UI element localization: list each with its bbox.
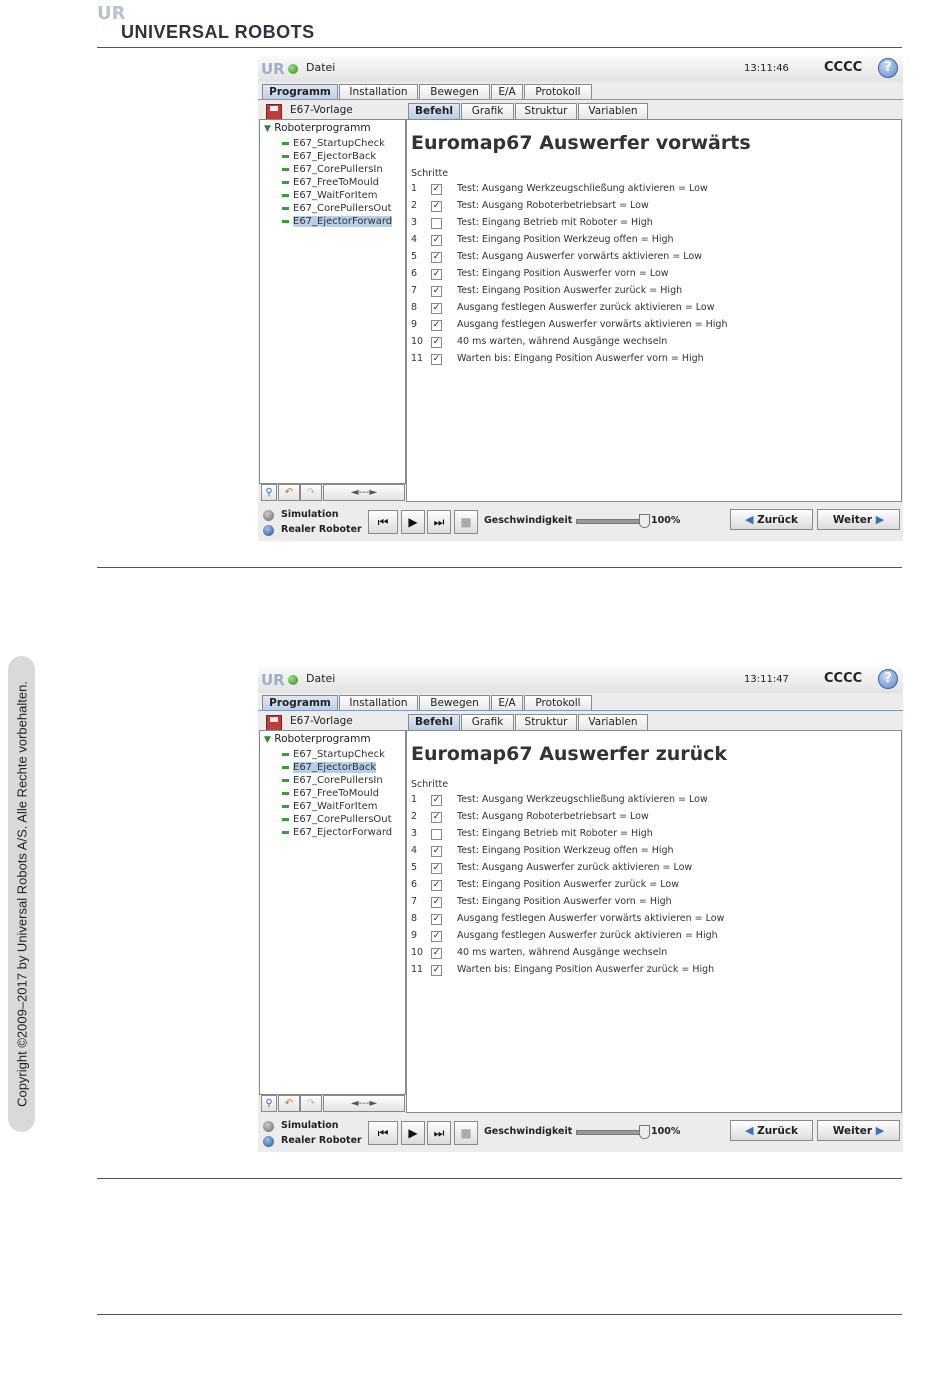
copyright-sidebar xyxy=(8,656,35,1132)
tree-item[interactable] xyxy=(282,138,385,149)
node-icon xyxy=(282,818,289,821)
node-icon xyxy=(282,155,289,158)
node-icon xyxy=(282,831,289,834)
speed-value: 100% xyxy=(651,515,681,526)
rewind-icon[interactable]: ⏮ xyxy=(368,510,398,534)
tab-bewegen[interactable]: Bewegen xyxy=(419,695,490,711)
tree-item-label: E67_CorePullersIn xyxy=(293,164,383,175)
tree-item-label: E67_StartupCheck xyxy=(293,138,385,149)
step-checkbox[interactable] xyxy=(431,218,442,229)
tree-item[interactable] xyxy=(282,203,392,214)
next-button[interactable] xyxy=(817,1120,900,1141)
node-icon xyxy=(282,142,289,145)
step-checkbox[interactable]: ✓ xyxy=(432,965,441,975)
step-number: 3 xyxy=(411,217,418,228)
step-text: Test: Ausgang Roboterbetriebsart = Low xyxy=(457,811,649,822)
tree-nav-arrows[interactable]: ◄---► xyxy=(323,1095,405,1112)
divider xyxy=(97,47,902,48)
help-icon[interactable]: ? xyxy=(878,669,898,689)
tree-item-label: E67_EjectorForward xyxy=(293,827,393,838)
tree-item-label: E67_CorePullersOut xyxy=(293,814,392,825)
expand-icon: ▼ xyxy=(264,124,271,134)
step-text: Test: Eingang Position Auswerfer vorn = Low xyxy=(457,268,669,279)
ur-logo-icon: UR xyxy=(261,671,285,689)
step-text: Ausgang festlegen Auswerfer vorwärts aktivieren = High xyxy=(457,319,728,330)
tree-nav-arrows[interactable]: ◄---► xyxy=(323,484,405,501)
simulation-radio[interactable] xyxy=(263,510,274,521)
step-text: Test: Eingang Position Werkzeug offen = High xyxy=(457,845,674,856)
step-number: 10 xyxy=(411,947,424,958)
step-number: 11 xyxy=(411,353,424,364)
speed-label: Geschwindigkeit xyxy=(484,1126,573,1137)
step-text: Test: Ausgang Auswerfer vorwärts aktivieren = Low xyxy=(457,251,703,262)
step-icon[interactable]: ⏭ xyxy=(427,510,451,534)
tree-item-label: E67_WaitForItem xyxy=(293,190,378,201)
tab-underline xyxy=(258,99,903,100)
tree-item-label: E67_EjectorBack xyxy=(293,762,377,773)
back-button[interactable] xyxy=(730,509,813,530)
step-checkbox[interactable]: ✓ xyxy=(432,863,441,873)
file-menu[interactable]: Datei xyxy=(306,672,336,685)
step-checkbox[interactable]: ✓ xyxy=(432,795,441,805)
stop-icon[interactable]: ■ xyxy=(454,510,478,534)
step-text: Test: Ausgang Roboterbetriebsart = Low xyxy=(457,200,649,211)
step-number: 9 xyxy=(411,930,418,941)
step-text: 40 ms warten, während Ausgänge wechseln xyxy=(457,947,668,958)
redo-icon[interactable]: ↷ xyxy=(300,484,322,501)
next-label: Weiter xyxy=(832,514,873,526)
command-panel xyxy=(406,730,902,1113)
real-robot-label: Realer Roboter xyxy=(281,524,362,535)
search-icon[interactable]: ⚲ xyxy=(261,1095,277,1112)
step-number: 6 xyxy=(411,879,418,890)
step-number: 11 xyxy=(411,964,424,975)
step-number: 7 xyxy=(411,285,418,296)
node-icon xyxy=(282,168,289,171)
real-robot-radio[interactable] xyxy=(263,1136,274,1147)
step-text: Test: Eingang Betrieb mit Roboter = High xyxy=(457,828,653,839)
node-icon xyxy=(282,194,289,197)
simulation-radio[interactable] xyxy=(263,1121,274,1132)
divider xyxy=(97,567,902,568)
subtab-grafik[interactable]: Grafik xyxy=(461,103,514,119)
undo-icon[interactable]: ↶ xyxy=(278,1095,300,1112)
robot-name: CCCC xyxy=(824,671,863,686)
speed-label: Geschwindigkeit xyxy=(484,515,573,526)
subtab-struktur[interactable]: Struktur xyxy=(515,714,577,730)
step-text: Test: Eingang Position Werkzeug offen = High xyxy=(457,234,674,245)
step-number: 2 xyxy=(411,200,418,211)
tree-item[interactable] xyxy=(282,814,392,825)
step-checkbox[interactable]: ✓ xyxy=(432,303,441,313)
speed-slider[interactable] xyxy=(576,1130,648,1135)
tab-e-a[interactable]: E/A xyxy=(491,695,523,711)
tab-installation[interactable]: Installation xyxy=(339,84,418,100)
simulation-label: Simulation xyxy=(281,509,339,520)
tab-underline xyxy=(258,710,903,711)
step-checkbox[interactable]: ✓ xyxy=(432,201,441,211)
step-number: 8 xyxy=(411,913,418,924)
arrow-right-icon: ▶ xyxy=(875,1124,885,1137)
tree-item-label: E67_CorePullersOut xyxy=(293,203,392,214)
step-checkbox[interactable]: ✓ xyxy=(432,931,441,941)
step-checkbox[interactable]: ✓ xyxy=(432,337,441,347)
step-number: 10 xyxy=(411,336,424,347)
speed-slider[interactable] xyxy=(576,519,648,524)
steps-label: Schritte xyxy=(411,779,449,790)
step-checkbox[interactable] xyxy=(431,829,442,840)
steps-label: Schritte xyxy=(411,168,449,179)
tree-item-label: E67_FreeToMould xyxy=(293,177,380,188)
tree-item[interactable] xyxy=(282,827,392,838)
play-icon[interactable]: ▶ xyxy=(401,1121,425,1145)
step-checkbox[interactable]: ✓ xyxy=(432,354,441,364)
tree-item-label: E67_StartupCheck xyxy=(293,749,385,760)
tab-programm[interactable]: Programm xyxy=(262,695,338,711)
step-icon[interactable]: ⏭ xyxy=(427,1121,451,1145)
command-title: Euromap67 Auswerfer vorwärts xyxy=(411,132,751,154)
tab-protokoll[interactable]: Protokoll xyxy=(524,84,592,100)
tree-toolbar xyxy=(259,484,405,501)
step-text: Test: Ausgang Werkzeugschließung aktivieren = Low xyxy=(457,794,708,805)
node-icon xyxy=(282,220,289,223)
undo-icon[interactable]: ↶ xyxy=(278,484,300,501)
step-number: 4 xyxy=(411,845,418,856)
step-text: 40 ms warten, während Ausgänge wechseln xyxy=(457,336,668,347)
arrow-left-icon: ◀ xyxy=(744,513,754,526)
program-tree-panel xyxy=(259,119,406,484)
tree-item[interactable] xyxy=(282,775,383,786)
real-robot-radio[interactable] xyxy=(263,525,274,536)
arrow-left-icon: ◀ xyxy=(744,1124,754,1137)
play-icon[interactable]: ▶ xyxy=(401,510,425,534)
tree-item-label: E67_WaitForItem xyxy=(293,801,378,812)
step-text: Test: Eingang Position Auswerfer zurück = High xyxy=(457,285,683,296)
step-checkbox[interactable]: ✓ xyxy=(432,269,441,279)
node-icon xyxy=(282,792,289,795)
subtab-befehl[interactable]: Befehl xyxy=(408,714,460,730)
step-number: 3 xyxy=(411,828,418,839)
redo-icon[interactable]: ↷ xyxy=(300,1095,322,1112)
help-icon[interactable]: ? xyxy=(878,58,898,78)
step-text: Test: Eingang Position Auswerfer zurück = Low xyxy=(457,879,679,890)
ur-logo-icon: UR xyxy=(97,3,126,24)
step-text: Warten bis: Eingang Position Auswerfer zurück = High xyxy=(457,964,715,975)
divider xyxy=(97,1314,902,1315)
tab-installation[interactable]: Installation xyxy=(339,695,418,711)
step-checkbox[interactable]: ✓ xyxy=(432,914,441,924)
tab-programm[interactable]: Programm xyxy=(262,84,338,100)
step-checkbox[interactable]: ✓ xyxy=(432,252,441,262)
tree-item[interactable] xyxy=(282,177,379,188)
expand-icon: ▼ xyxy=(264,735,271,745)
tree-root[interactable] xyxy=(264,733,371,745)
step-number: 1 xyxy=(411,183,418,194)
step-checkbox[interactable]: ✓ xyxy=(432,948,441,958)
step-checkbox[interactable]: ✓ xyxy=(432,320,441,330)
node-icon xyxy=(282,181,289,184)
step-text: Test: Eingang Position Auswerfer vorn = High xyxy=(457,896,672,907)
step-checkbox[interactable]: ✓ xyxy=(432,880,441,890)
next-button[interactable] xyxy=(817,509,900,530)
subtab-grafik[interactable]: Grafik xyxy=(461,714,514,730)
back-label: Zurück xyxy=(757,1125,799,1137)
tree-item[interactable] xyxy=(282,164,383,175)
program-file-name: E67-Vorlage xyxy=(290,104,353,116)
tree-item-label: E67_EjectorForward xyxy=(293,216,393,227)
top-bar xyxy=(258,56,903,82)
step-number: 5 xyxy=(411,251,418,262)
polyscope-screen xyxy=(258,667,903,1152)
step-number: 5 xyxy=(411,862,418,873)
file-menu[interactable]: Datei xyxy=(306,61,336,74)
subtab-befehl[interactable]: Befehl xyxy=(408,103,460,119)
tree-root-label: Roboterprogramm xyxy=(274,122,371,134)
speed-slider-knob[interactable] xyxy=(639,1125,650,1139)
bottom-bar xyxy=(258,1117,903,1152)
status-indicator-icon xyxy=(288,675,298,685)
search-icon[interactable]: ⚲ xyxy=(261,484,277,501)
tree-item[interactable] xyxy=(282,762,376,773)
status-indicator-icon xyxy=(288,64,298,74)
tab-e-a[interactable]: E/A xyxy=(491,84,523,100)
bottom-bar xyxy=(258,506,903,541)
step-checkbox[interactable]: ✓ xyxy=(432,846,441,856)
copyright-text: Copyright ©2009–2017 by Universal Robots A/S. Alle Rechte vorbehalten. xyxy=(14,681,29,1107)
real-robot-label: Realer Roboter xyxy=(281,1135,362,1146)
step-text: Warten bis: Eingang Position Auswerfer vorn = High xyxy=(457,353,704,364)
save-icon[interactable] xyxy=(266,715,282,731)
node-icon xyxy=(282,753,289,756)
tree-root[interactable] xyxy=(264,122,371,134)
step-text: Test: Eingang Betrieb mit Roboter = High xyxy=(457,217,653,228)
tree-item[interactable] xyxy=(282,216,392,227)
node-icon xyxy=(282,766,289,769)
tree-item[interactable] xyxy=(282,749,385,760)
step-checkbox[interactable]: ✓ xyxy=(432,235,441,245)
back-button[interactable] xyxy=(730,1120,813,1141)
subtab-variablen[interactable]: Variablen xyxy=(578,103,648,119)
arrow-right-icon: ▶ xyxy=(875,513,885,526)
subtab-variablen[interactable]: Variablen xyxy=(578,714,648,730)
step-text: Test: Ausgang Werkzeugschließung aktivieren = Low xyxy=(457,183,708,194)
tree-item[interactable] xyxy=(282,801,378,812)
subtab-struktur[interactable]: Struktur xyxy=(515,103,577,119)
tree-item-label: E67_CorePullersIn xyxy=(293,775,383,786)
rewind-icon[interactable]: ⏮ xyxy=(368,1121,398,1145)
back-label: Zurück xyxy=(757,514,799,526)
speed-slider-knob[interactable] xyxy=(639,514,650,528)
node-icon xyxy=(282,805,289,808)
top-bar xyxy=(258,667,903,693)
step-checkbox[interactable]: ✓ xyxy=(432,184,441,194)
speed-value: 100% xyxy=(651,1126,681,1137)
stop-icon[interactable]: ■ xyxy=(454,1121,478,1145)
polyscope-screen xyxy=(258,56,903,541)
step-number: 7 xyxy=(411,896,418,907)
save-icon[interactable] xyxy=(266,104,282,120)
tab-bewegen[interactable]: Bewegen xyxy=(419,84,490,100)
ur-logo-icon: UR xyxy=(261,60,285,78)
step-number: 2 xyxy=(411,811,418,822)
tree-item[interactable] xyxy=(282,190,378,201)
step-checkbox[interactable]: ✓ xyxy=(432,286,441,296)
command-panel xyxy=(406,119,902,502)
node-icon xyxy=(282,207,289,210)
program-file-name: E67-Vorlage xyxy=(290,715,353,727)
tab-protokoll[interactable]: Protokoll xyxy=(524,695,592,711)
next-label: Weiter xyxy=(832,1125,873,1137)
brand-name: UNIVERSAL ROBOTS xyxy=(121,22,315,42)
step-number: 1 xyxy=(411,794,418,805)
step-checkbox[interactable]: ✓ xyxy=(432,897,441,907)
tree-item-label: E67_FreeToMould xyxy=(293,788,380,799)
node-icon xyxy=(282,779,289,782)
step-number: 6 xyxy=(411,268,418,279)
step-number: 4 xyxy=(411,234,418,245)
step-text: Ausgang festlegen Auswerfer zurück aktivieren = High xyxy=(457,930,718,941)
command-title: Euromap67 Auswerfer zurück xyxy=(411,743,728,765)
tree-item[interactable] xyxy=(282,151,376,162)
step-number: 9 xyxy=(411,319,418,330)
robot-name: CCCC xyxy=(824,60,863,75)
step-text: Ausgang festlegen Auswerfer vorwärts aktivieren = Low xyxy=(457,913,725,924)
clock: 13:11:47 xyxy=(744,674,789,685)
step-checkbox[interactable]: ✓ xyxy=(432,812,441,822)
tree-root-label: Roboterprogramm xyxy=(274,733,371,745)
divider xyxy=(97,1178,902,1179)
simulation-label: Simulation xyxy=(281,1120,339,1131)
step-text: Ausgang festlegen Auswerfer zurück aktivieren = Low xyxy=(457,302,715,313)
step-text: Test: Ausgang Auswerfer zurück aktivieren = Low xyxy=(457,862,693,873)
tree-item-label: E67_EjectorBack xyxy=(293,151,377,162)
tree-item[interactable] xyxy=(282,788,379,799)
program-tree-panel xyxy=(259,730,406,1095)
tree-toolbar xyxy=(259,1095,405,1112)
step-number: 8 xyxy=(411,302,418,313)
clock: 13:11:46 xyxy=(744,63,789,74)
